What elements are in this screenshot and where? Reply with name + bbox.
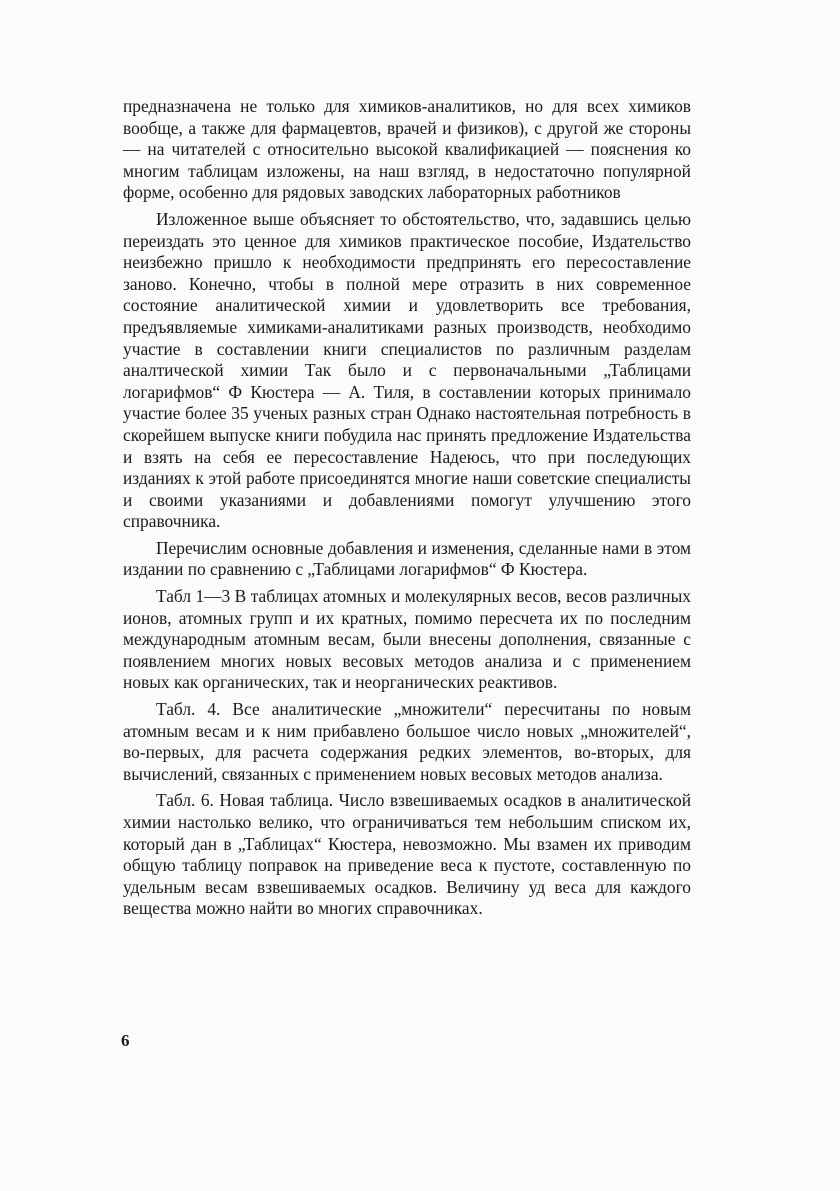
body-text <box>123 96 691 925</box>
paragraph: Табл 1—3 В таблицах атомных и молекулярных весов, весов различных ионов, атомных групп и их кратных, помимо пересчета их по последним международным атомным весам, были внесены дополнения, связанные с появлением многих новых весовых методов анализа и с применением новых как органических, так и неорганических реактивов. <box>123 586 691 693</box>
page-number: 6 <box>121 1031 130 1050</box>
paragraph-continuation: предназначена не только для химиков-аналитиков, но для всех химиков вообще, а также для фармацевтов, врачей и физиков), с другой же стороны — на читателей с относительно высокой квалификацией — пояснения ко многим таблицам изложены, на наш взгляд, в недостаточно популярной форме, особенно для рядовых заводских лабораторных работников <box>123 96 691 203</box>
paragraph: Изложенное выше объясняет то обстоятельство, что, задавшись целью переиздать это ценное для химиков практическое пособие, Издательство неизбежно пришло к необходимости предпринять его пересоставление заново. Конечно, чтобы в полной мере отразить в них современное состояние аналитической химии и удовлетворить все требования, предъявляемые химиками-аналитиками разных производств, необходимо участие в составлении книги специалистов по различным разделам аналтической химии Так было и с первоначальными „Таблицами логарифмов“ Ф Кюстера — А. Тиля, в составлении которых принимало участие более 35 ученых разных стран Однако настоятельная потребность в скорейшем выпуске книги побудила нас принять предложение Издательства и взять на себя ее пересоставление Надеюсь, что при последующих изданиях к этой работе присоединятся многие наши советские специалисты и своими указаниями и добавлениями помогут улучшению этого справочника. <box>123 208 691 532</box>
paragraph: Табл. 6. Новая таблица. Число взвешиваемых осадков в аналитической химии настолько велико, что ограничиваться тем небольшим списком их, который дан в „Таблицах“ Кюстера, невозможно. Мы взамен их приводим общую таблицу поправок на приведение веса к пустоте, составленную по удельным весам взвешиваемых осадков. Величину уд веса для каждого вещества можно найти во многих справочниках. <box>123 790 691 919</box>
paragraph: Перечислим основные добавления и изменения, сделанные нами в этом издании по сравнению с „Таблицами логарифмов“ Ф Кюстера. <box>123 537 691 580</box>
paragraph: Табл. 4. Все аналитические „множители“ пересчитаны по новым атомным весам и к ним прибавлено большое число новых „множителей“, во-первых, для расчета содержания редких элементов, во-вторых, для вычислений, связанных с применением новых весовых методов анализа. <box>123 699 691 784</box>
